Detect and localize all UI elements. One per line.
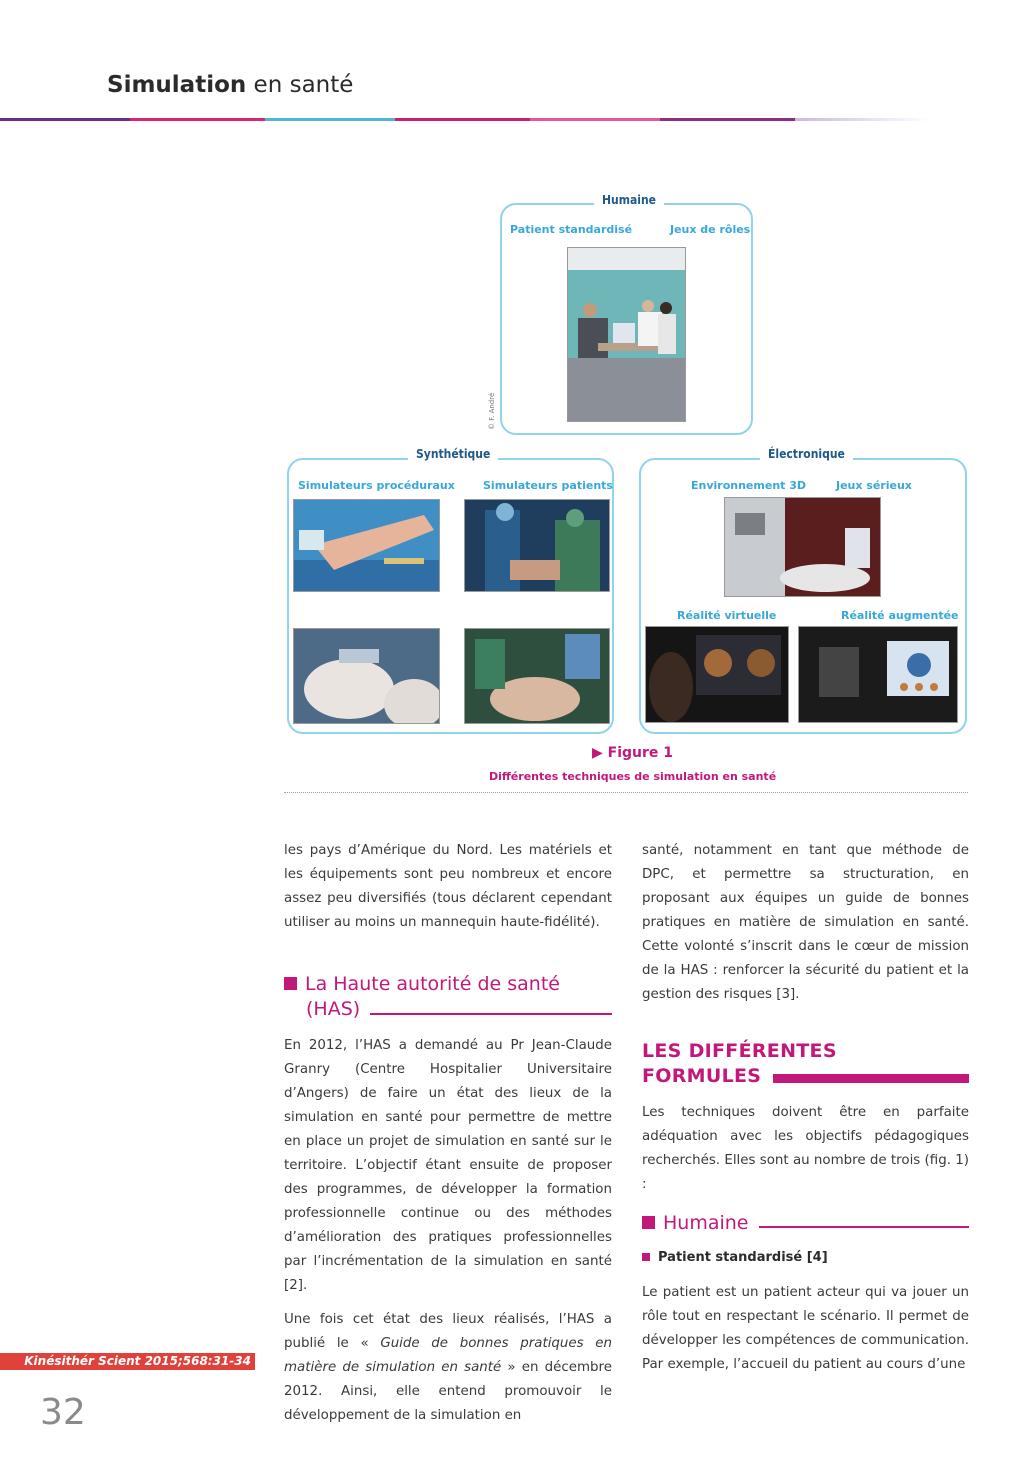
humaine-title: Humaine <box>594 193 664 207</box>
p3-part-a: Une fois cet état des lieux réalisés, l’HAS a publié le « <box>284 1312 612 1351</box>
subheading-square-icon <box>642 1253 650 1261</box>
label-realite-augmentee: Réalité augmentée <box>841 609 959 622</box>
label-patient-standardise: Patient standardisé <box>510 223 633 236</box>
right-column <box>642 839 969 1007</box>
heading-humaine <box>642 1211 749 1236</box>
right-paragraph-3: Le patient est un patient acteur qui va jouer un rôle tout en respectant le scénario. Il permet de développer les compétences de communication. Par exemple, l’accueil du patient au cours d’une <box>642 1285 969 1372</box>
heading-has <box>284 972 614 997</box>
right-column-body <box>642 1101 969 1197</box>
photo-patient-simulator <box>464 499 610 592</box>
label-simulateurs-patients: Simulateurs patients <box>483 479 613 492</box>
photo-credit: © F. André <box>488 392 496 430</box>
left-column <box>284 839 612 935</box>
citation-text: Kinésithér Scient 2015;568:31-34 <box>24 1354 251 1368</box>
subheading-text: Patient standardisé [4] <box>658 1250 828 1265</box>
photo-manikin-care <box>464 628 610 724</box>
left-paragraph-1: les pays d’Amérique du Nord. Les matériels et les équipements sont peu nombreux et encore assez peu diversifiés (tous déclarent cependant utiliser au moins un mannequin haute-fidélité). <box>284 843 612 930</box>
label-simulateurs-proceduraux: Simulateurs procéduraux <box>298 479 455 492</box>
heading-formules-line2: FORMULES <box>642 1065 762 1087</box>
photo-procedural-arm <box>293 499 440 592</box>
procedural-arm-image <box>294 500 439 591</box>
label-jeux-de-roles: Jeux de rôles <box>670 223 751 236</box>
heading-has-line2: (HAS) <box>306 998 361 1020</box>
p3-guide-title: Guide de bonnes pratiques en matière de simulation en santé <box>284 1336 613 1375</box>
heading-has-line1: La Haute autorité de santé <box>305 973 560 995</box>
figure-caption-text: Différentes techniques de simulation en santé <box>489 770 777 783</box>
right-paragraph-2: Les techniques doivent être en parfaite adéquation avec les objectifs pédagogiques recherchés. Elles sont au nombre de trois (fig. 1) : <box>642 1105 969 1192</box>
label-environnement-3d: Environnement 3D <box>691 479 807 492</box>
airway-manikin-image <box>294 629 439 723</box>
header-title-rest: en santé <box>246 72 354 98</box>
subheading-patient-standardise <box>642 1250 828 1265</box>
figure-1 <box>280 190 980 750</box>
virtual-reality-image <box>646 627 788 722</box>
right-column-body-2 <box>642 1281 969 1377</box>
3d-environment-image <box>725 498 880 596</box>
photo-augmented-reality <box>798 626 958 723</box>
heading-has-line2-wrap <box>306 997 360 1022</box>
header-title-bold: Simulation <box>107 72 247 98</box>
left-paragraph-2: En 2012, l’HAS a demandé au Pr Jean-Claude Granry (Centre Hospitalier Universitaire d’Angers) de faire un état des lieux de la simulation en santé pour permettre de mettre en place un projet de simulation en santé sur le territoire. L’objectif étant ensuite de proposer des programmes, de développer la formation professionnelle continue ou des méthodes d’amélioration des pratiques professionnelles par l’incrémentation de la simulation en santé [2]. <box>284 1038 612 1293</box>
heading-humaine-square-icon <box>642 1216 655 1229</box>
photo-3d-environment <box>724 497 881 597</box>
heading-square-icon <box>284 977 297 990</box>
label-jeux-serieux: Jeux sérieux <box>836 479 912 492</box>
figure-caption-title: ▶ Figure 1 <box>592 745 674 761</box>
caption-divider <box>284 792 968 793</box>
synthetique-title: Synthétique <box>408 447 498 461</box>
heading-has-rule <box>370 1013 612 1015</box>
patient-simulator-image <box>465 500 609 591</box>
p3-part-b: » en décembre 2012. Ainsi, elle entend promouvoir le développement de la simulation en <box>284 1360 612 1423</box>
page-number: 32 <box>40 1392 86 1433</box>
consultation-scene-image <box>568 248 685 421</box>
running-header <box>107 72 353 98</box>
photo-consultation-room <box>567 247 686 422</box>
photo-airway-manikin <box>293 628 440 724</box>
photo-virtual-reality <box>645 626 789 723</box>
heading-formules-bar <box>773 1074 969 1083</box>
electronique-title: Électronique <box>760 447 853 461</box>
header-color-rule <box>0 118 930 121</box>
right-paragraph-1: santé, notamment en tant que méthode de DPC, et permettre sa structuration, en proposant aux équipes un guide de bonnes pratiques en matière de simulation en santé. Cette volonté s’inscrit dans le cœur de mission de la HAS : renforcer la sécurité du patient et la gestion des risques [3]. <box>642 843 969 1002</box>
heading-formules-line1: LES DIFFÉRENTES <box>642 1040 837 1062</box>
heading-humaine-rule <box>759 1226 969 1228</box>
left-paragraph-3 <box>284 1308 612 1428</box>
augmented-reality-image <box>799 627 957 722</box>
heading-humaine-text: Humaine <box>663 1212 749 1234</box>
label-realite-virtuelle: Réalité virtuelle <box>677 609 777 622</box>
manikin-care-image <box>465 629 609 723</box>
left-column-body <box>284 1034 612 1428</box>
